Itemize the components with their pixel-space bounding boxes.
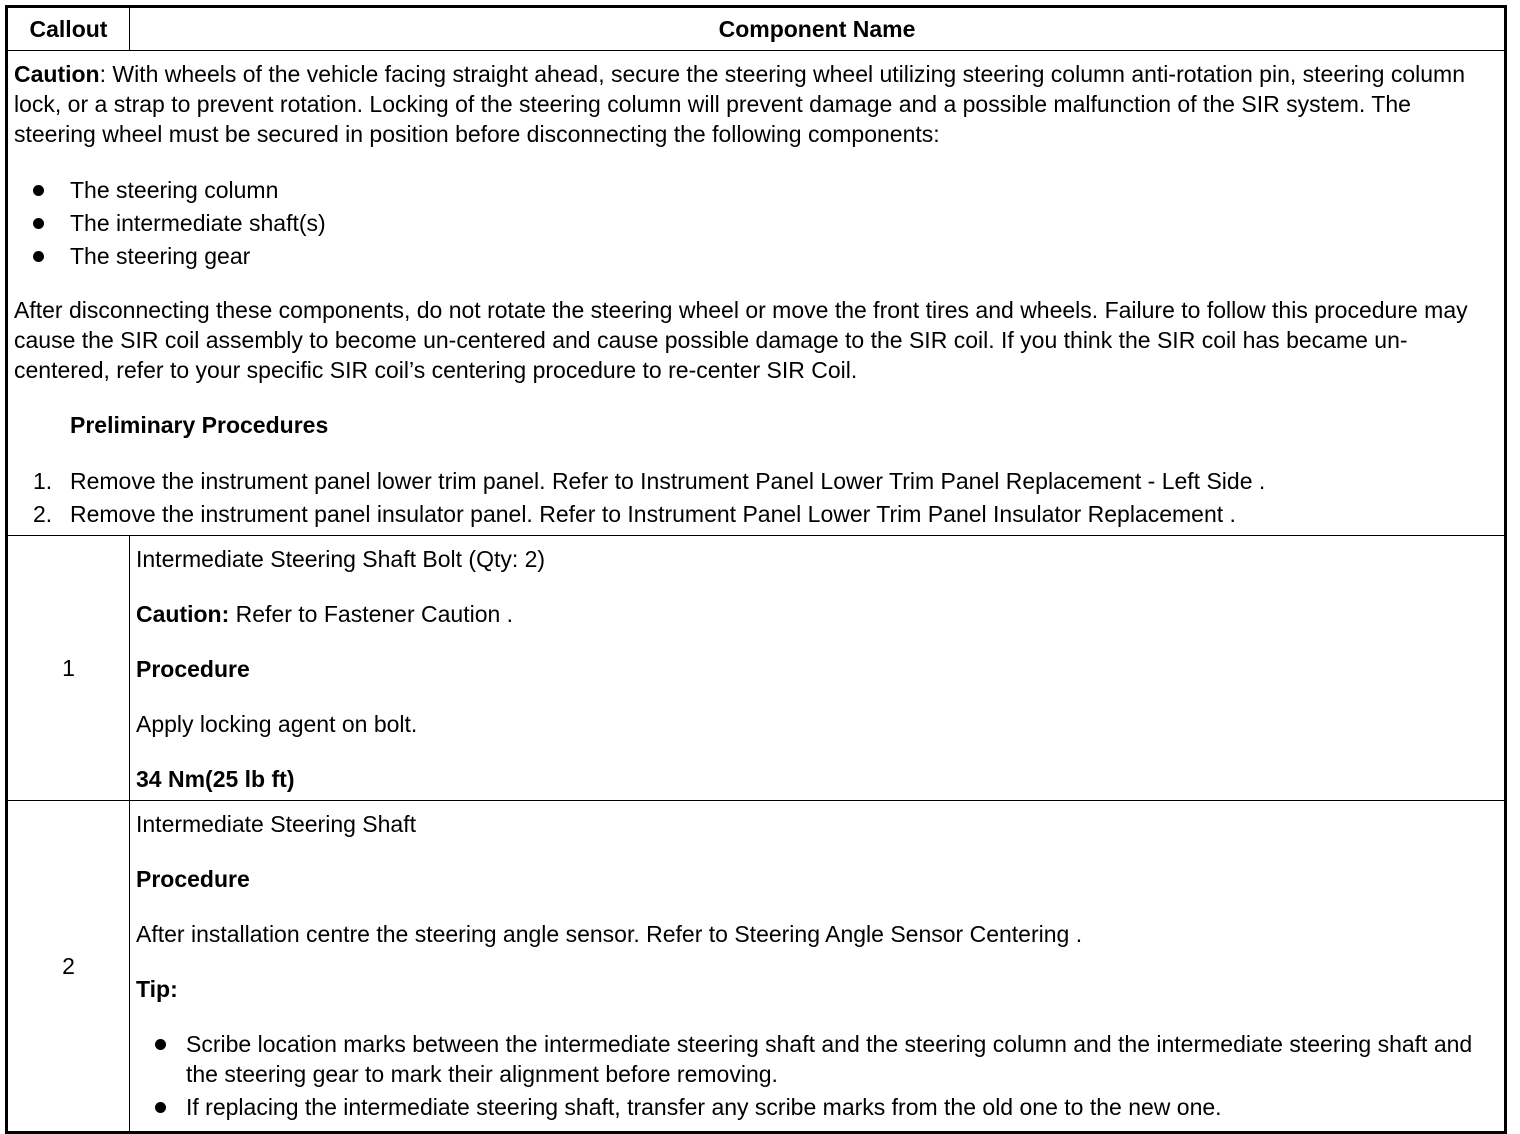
component-cell [130, 801, 1506, 1133]
component-table [5, 5, 1507, 1134]
list-item: Scribe location marks between the intermediate steering shaft and the steering column and the intermediate steering shaft and the steering gear to mark their alignment before removing. [136, 1029, 1498, 1089]
callout-number: 2 [7, 801, 130, 1133]
bullet-icon [155, 1039, 166, 1050]
procedure-text: After installation centre the steering angle sensor. Refer to Steering Angle Sensor Centering . [136, 921, 1083, 947]
caution-paragraph [14, 59, 1497, 149]
prelim-title: Preliminary Procedures [70, 412, 329, 438]
procedure-label: Procedure [136, 866, 250, 892]
bullet-icon [33, 251, 44, 262]
component-title: Intermediate Steering Shaft Bolt (Qty: 2) [136, 546, 546, 572]
bullet-icon [155, 1102, 166, 1113]
bullet-icon [33, 218, 44, 229]
tip-label: Tip: [136, 976, 178, 1002]
header-component-name: Component Name [130, 7, 1506, 51]
caution-row [7, 51, 1506, 536]
table-header-row [7, 7, 1506, 51]
list-item: If replacing the intermediate steering shaft, transfer any scribe marks from the old one to the new one. [136, 1092, 1498, 1122]
list-item: 1. Remove the instrument panel lower trim panel. Refer to Instrument Panel Lower Trim Panel Replacement - Left Side . [33, 468, 1266, 494]
header-callout: Callout [7, 7, 130, 51]
component-title: Intermediate Steering Shaft [136, 811, 416, 837]
procedure-text: Apply locking agent on bolt. [136, 711, 418, 737]
component-cell [130, 536, 1506, 801]
document [5, 5, 1507, 1134]
list-item: 2. Remove the instrument panel insulator panel. Refer to Instrument Panel Lower Trim Panel Insulator Replacement . [33, 501, 1236, 527]
list-item: The intermediate shaft(s) [14, 207, 1497, 240]
after-paragraph: After disconnecting these components, do not rotate the steering wheel or move the front tires and wheels. Failure to follow this procedure may cause the SIR coil assembly to become un-centered and cause possible damage to the SIR coil. If you think the SIR coil has became un-centered, refer to your specific SIR coil’s centering procedure to re-center SIR Coil. [14, 297, 1468, 383]
prelim-steps [14, 465, 1497, 531]
component-list [14, 174, 1497, 273]
caution-intro: : With wheels of the vehicle facing straight ahead, secure the steering wheel utilizing steering column anti-rotation pin, steering column lock, or a strap to prevent rotation. Locking of the steering column will prevent damage and a possible malfunction of the SIR system. The steering wheel must be secured in position before disconnecting the following components: [14, 61, 1466, 147]
caution-label: Caution [14, 61, 100, 87]
component-caution: Caution: Refer to Fastener Caution . [136, 601, 514, 627]
table-row [7, 536, 1506, 801]
callout-number: 1 [7, 536, 130, 801]
caution-cell [7, 51, 1506, 536]
procedure-label: Procedure [136, 656, 250, 682]
list-item: The steering column [14, 174, 1497, 207]
table-row [7, 801, 1506, 1133]
torque-spec: 34 Nm(25 lb ft) [136, 766, 295, 792]
tip-list [136, 1029, 1498, 1122]
list-item: The steering gear [14, 240, 1497, 273]
bullet-icon [33, 185, 44, 196]
